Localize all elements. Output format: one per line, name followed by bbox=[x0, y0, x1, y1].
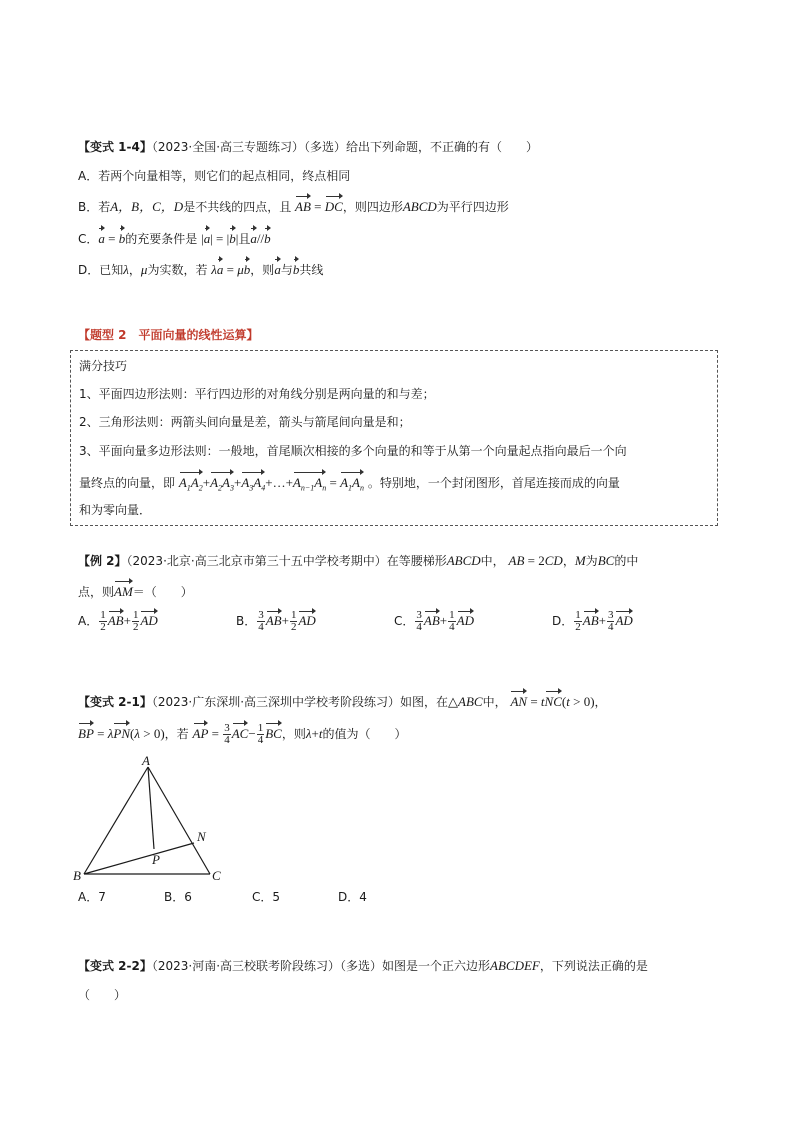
variant-2-1-stem: 【变式 2-1】（2023·广东深圳·高三深圳中学校考阶段练习）如图，在△ABC中， AN = tNC(t > 0)， bbox=[78, 690, 607, 711]
variant-2-1-option-b[interactable]: B．6 bbox=[164, 890, 192, 904]
example-2-stem: 【例 2】（2023·北京·高三北京市第三十五中学校考期中）在等腰梯形ABCD中， AB = 2CD，M为BC的中 bbox=[78, 553, 639, 568]
label-c: C bbox=[212, 868, 221, 883]
tip-3-line-3: 和为零向量． bbox=[79, 503, 152, 517]
label-p: P bbox=[152, 852, 160, 867]
topic-2-heading: 【题型 2 平面向量的线性运算】 bbox=[78, 328, 259, 342]
label-a: A bbox=[142, 753, 150, 768]
tip-1: 1、平面四边形法则：平行四边形的对角线分别是两向量的和与差； bbox=[79, 387, 435, 401]
variant-1-4-option-b: B．若A，B，C，D是不共线的四点，且 AB = DC，则四边形ABCD为平行四边形 bbox=[78, 195, 509, 216]
variant-1-4-option-c: C．a = b的充要条件是 |a| = |b|且a//b bbox=[78, 227, 271, 248]
triangle-figure bbox=[70, 752, 240, 884]
variant-2-1-option-c[interactable]: C．5 bbox=[252, 890, 281, 904]
example-2-option-b[interactable]: B． $\frac{3}{4}$ AB+ $\frac{1}{2}$ AD bbox=[236, 609, 316, 633]
example-2-option-c[interactable]: C． $\frac{3}{4}$ AB+ $\frac{1}{4}$ AD bbox=[394, 609, 474, 633]
example-2-stem-line-2: 点，则AM＝（ ） bbox=[78, 580, 193, 601]
variant-2-1-option-a[interactable]: A．7 bbox=[78, 890, 106, 904]
variant-2-2-stem: 【变式 2-2】（2023·河南·高三校联考阶段练习）（多选）如图是一个正六边形ABCDEF，下列说法正确的是 bbox=[78, 958, 648, 973]
tip-2: 2、三角形法则：两箭头间向量是差，箭头与箭尾间向量是和； bbox=[79, 415, 411, 429]
tip-3-line-2: 量终点的向量，即 $A_1A_2+A_2A_3+A_3A_4+\dots+A_{n-1}A_n = A_1A_n$ 。特别地，一个封闭图形，首尾连接而成的向量 bbox=[79, 471, 620, 498]
variant-1-4-option-a: A．若两个向量相等，则它们的起点相同，终点相同 bbox=[78, 169, 351, 183]
variant-2-1-stem-line-2: BP = λPN(λ > 0)，若 AP = $\frac{3}{4}$ AC− $\frac{1}{4}$ BC，则λ+t的值为（ ） bbox=[78, 722, 407, 746]
tip-3-line-1: 3、平面向量多边形法则：一般地，首尾顺次相接的多个向量的和等于从第一个向量起点指向最后一个向 bbox=[79, 444, 627, 458]
segment-ap bbox=[148, 767, 154, 849]
example-2-option-a[interactable]: A． $\frac{1}{2}$ AB+ $\frac{1}{2}$ AD bbox=[78, 609, 158, 633]
label-n: N bbox=[197, 829, 206, 844]
variant-1-4-option-d: D．已知λ，μ为实数，若 λa = μb，则a与b共线 bbox=[78, 258, 323, 279]
example-2-option-d[interactable]: D． $\frac{1}{2}$ AB+ $\frac{3}{4}$ AD bbox=[552, 609, 633, 633]
segment-bn bbox=[84, 843, 194, 874]
tips-title: 满分技巧 bbox=[79, 359, 128, 373]
variant-2-1-option-d[interactable]: D．4 bbox=[338, 890, 367, 904]
tips-box bbox=[70, 350, 718, 526]
variant-1-4-stem: 【变式 1-4】（2023·全国·高三专题练习）（多选）给出下列命题，不正确的有（ ） bbox=[78, 140, 539, 154]
variant-2-2-stem-line-2: （ ） bbox=[78, 988, 127, 1002]
edge-ab bbox=[84, 767, 148, 874]
label-b: B bbox=[73, 868, 81, 883]
